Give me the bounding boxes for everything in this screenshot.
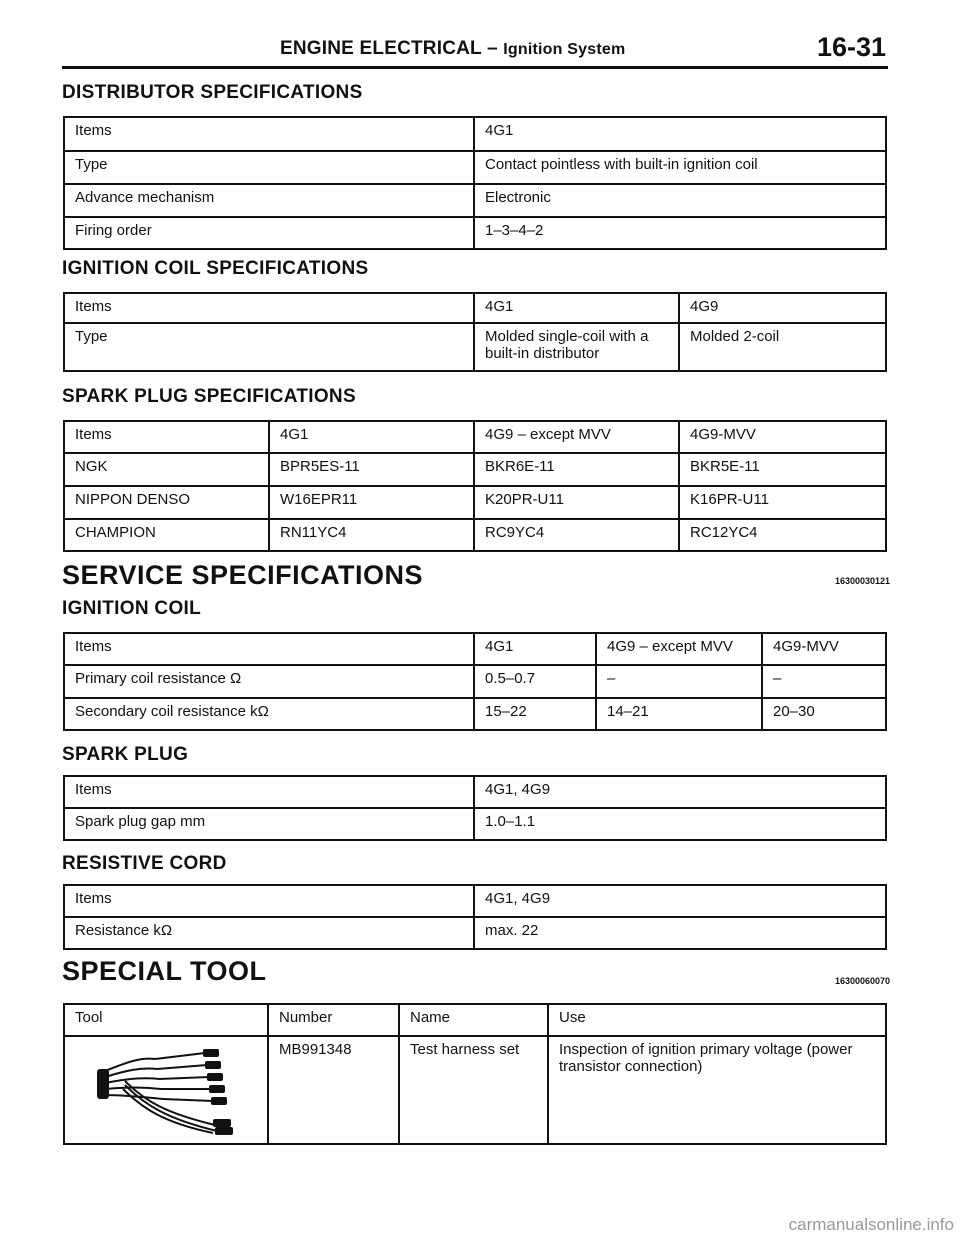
special-tool-heading: SPECIAL TOOL xyxy=(62,956,267,986)
table-cell: Name xyxy=(399,1004,548,1036)
table-cell: Molded 2-coil xyxy=(679,323,886,371)
table-cell: Firing order xyxy=(64,217,474,249)
table-cell: Inspection of ignition primary voltage (power transistor connection) xyxy=(548,1036,886,1144)
table-cell: NGK xyxy=(64,453,269,486)
table-row xyxy=(64,421,886,453)
table-cell: RC9YC4 xyxy=(474,519,679,551)
table-cell: Items xyxy=(64,421,269,453)
table-cell: 20–30 xyxy=(762,698,886,730)
table-cell: Electronic xyxy=(474,184,886,217)
table-cell: Molded single-coil with a built-in distributor xyxy=(474,323,679,371)
special-tool-table xyxy=(63,1003,887,1145)
table-row xyxy=(64,665,886,698)
table-cell: BKR5E-11 xyxy=(679,453,886,486)
resistive-cord-heading: RESISTIVE CORD xyxy=(62,853,227,874)
table-row xyxy=(64,453,886,486)
table-cell: Items xyxy=(64,633,474,665)
spark-plug-specs-heading: SPARK PLUG SPECIFICATIONS xyxy=(62,386,356,407)
table-cell: 1–3–4–2 xyxy=(474,217,886,249)
table-row xyxy=(64,217,886,249)
spark-plug-specs-table xyxy=(63,420,887,552)
table-cell: MB991348 xyxy=(268,1036,399,1144)
table-cell: K20PR-U11 xyxy=(474,486,679,519)
table-cell: K16PR-U11 xyxy=(679,486,886,519)
table-row xyxy=(64,323,886,371)
table-cell: Items xyxy=(64,117,474,151)
page-number: 16-31 xyxy=(816,32,886,62)
table-cell: Test harness set xyxy=(399,1036,548,1144)
table-cell: Resistance kΩ xyxy=(64,917,474,949)
page-header xyxy=(62,34,888,69)
table-cell: RC12YC4 xyxy=(679,519,886,551)
special-tool-code: 16300060070 xyxy=(834,976,890,986)
table-cell: Number xyxy=(268,1004,399,1036)
table-cell: 4G1 xyxy=(474,633,596,665)
table-cell: 4G1 xyxy=(474,293,679,323)
table-cell: RN11YC4 xyxy=(269,519,474,551)
table-cell: Tool xyxy=(64,1004,268,1036)
table-cell: Items xyxy=(64,293,474,323)
table-row xyxy=(64,117,886,151)
table-cell: 14–21 xyxy=(596,698,762,730)
table-row xyxy=(64,885,886,917)
table-cell: Spark plug gap mm xyxy=(64,808,474,840)
table-cell: 15–22 xyxy=(474,698,596,730)
header-title: ENGINE ELECTRICAL – Ignition System xyxy=(280,38,626,59)
table-cell: – xyxy=(762,665,886,698)
table-row xyxy=(64,151,886,184)
table-cell: Advance mechanism xyxy=(64,184,474,217)
table-cell: Items xyxy=(64,776,474,808)
resistive-cord-table xyxy=(63,884,887,950)
ignition-coil-heading: IGNITION COIL xyxy=(62,598,202,619)
service-specs-code: 16300030121 xyxy=(834,576,890,586)
table-cell: 4G9 – except MVV xyxy=(596,633,762,665)
table-row xyxy=(64,698,886,730)
footer-watermark: carmanualsonline.info xyxy=(788,1215,954,1234)
table-cell: 4G9 xyxy=(679,293,886,323)
table-cell: Type xyxy=(64,323,474,371)
table-cell: 0.5–0.7 xyxy=(474,665,596,698)
table-row xyxy=(64,1036,886,1144)
ignition-coil-specs-heading: IGNITION COIL SPECIFICATIONS xyxy=(62,258,369,279)
table-cell: CHAMPION xyxy=(64,519,269,551)
table-cell: 4G1, 4G9 xyxy=(474,776,886,808)
table-cell: 4G1 xyxy=(269,421,474,453)
table-cell: 4G9-MVV xyxy=(762,633,886,665)
table-cell: Use xyxy=(548,1004,886,1036)
table-row xyxy=(64,184,886,217)
table-cell: 4G9 – except MVV xyxy=(474,421,679,453)
table-cell: 4G1 xyxy=(474,117,886,151)
ignition-coil-specs-table xyxy=(63,292,887,372)
table-row xyxy=(64,808,886,840)
table-cell: NIPPON DENSO xyxy=(64,486,269,519)
table-cell: Items xyxy=(64,885,474,917)
table-row xyxy=(64,1004,886,1036)
ignition-coil-table xyxy=(63,632,887,731)
table-cell: BKR6E-11 xyxy=(474,453,679,486)
table-row xyxy=(64,917,886,949)
table-cell: Primary coil resistance Ω xyxy=(64,665,474,698)
table-cell: – xyxy=(596,665,762,698)
spark-plug-heading: SPARK PLUG xyxy=(62,744,189,765)
service-specs-heading: SERVICE SPECIFICATIONS xyxy=(62,560,424,590)
table-cell: max. 22 xyxy=(474,917,886,949)
distributor-specs-heading: DISTRIBUTOR SPECIFICATIONS xyxy=(62,82,363,103)
table-row xyxy=(64,776,886,808)
table-row xyxy=(64,519,886,551)
harness-illustration-icon xyxy=(95,1041,245,1137)
table-cell: W16EPR11 xyxy=(269,486,474,519)
table-cell: Contact pointless with built-in ignition coil xyxy=(474,151,886,184)
table-row xyxy=(64,633,886,665)
table-cell: Secondary coil resistance kΩ xyxy=(64,698,474,730)
table-cell: 4G1, 4G9 xyxy=(474,885,886,917)
table-cell: BPR5ES-11 xyxy=(269,453,474,486)
table-row xyxy=(64,293,886,323)
tool-image-cell xyxy=(64,1036,268,1144)
table-cell: Type xyxy=(64,151,474,184)
table-row xyxy=(64,486,886,519)
table-cell: 4G9-MVV xyxy=(679,421,886,453)
table-cell: 1.0–1.1 xyxy=(474,808,886,840)
spark-plug-table xyxy=(63,775,887,841)
distributor-specs-table xyxy=(63,116,887,250)
